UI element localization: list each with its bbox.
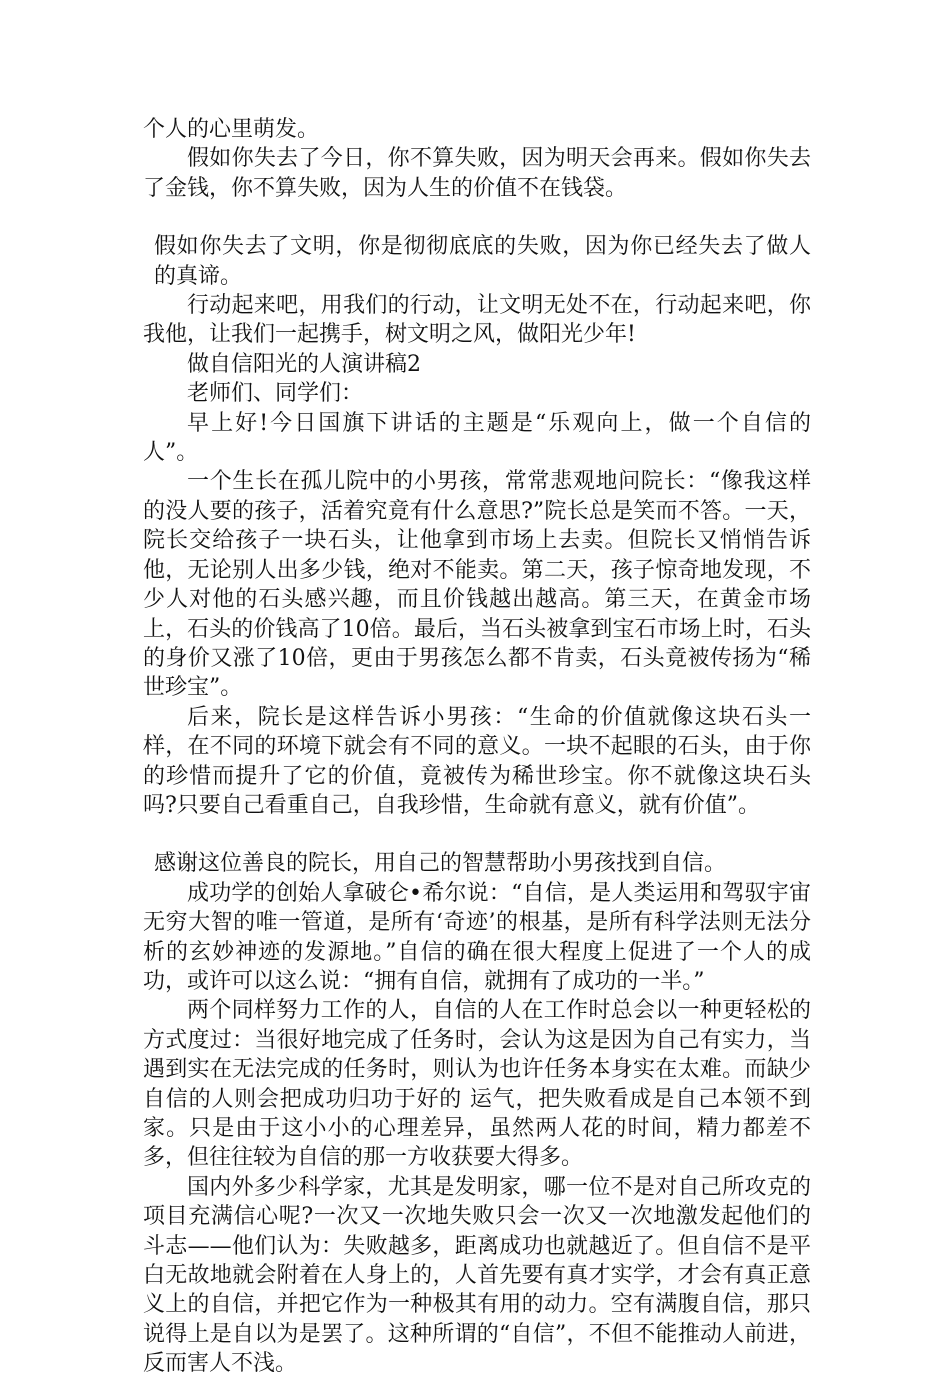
paragraph-continuation: 个人的心里萌发。 bbox=[143, 117, 320, 142]
paragraph-take-action: 行动起来吧，用我们的行动，让文明无处不在，行动起来吧，你我他，让我们一起携手，树文明之风，做阳光少年! bbox=[143, 293, 811, 348]
paragraph-civility-loss: 假如你失去了文明，你是彻彻底底的失败，因为你已经失去了做人的真谛。 bbox=[154, 234, 811, 289]
blank-line bbox=[143, 820, 811, 849]
paragraph-napoleon-hill-quote: 成功学的创始人拿破仑•希尔说：“自信，是人类运用和驾驭宇宙无穷大智的唯一管道，是所有‘奇迹’的根基，是所有科学法则无法分析的玄妙神迹的发源地。”自信的确在很大程度上促进了一个人的成功，或许可以这么说：“拥有自信，就拥有了成功的一半。” bbox=[143, 880, 811, 994]
paragraph-scientists: 国内外多少科学家，尤其是发明家，哪一位不是对自己所攻克的项目充满信心呢?一次又一次地失败只会一次又一次地激发起他们的斗志——他们认为：失败越多，距离成功也就越近了。但自信不是平白无故地就会附着在人身上的，人首先要有真才实学，才会有真正意义上的自信，并把它作为一种极其有用的动力。空有满腹自信，那只说得上是自以为是罢了。这种所谓的“自信”，不但不能推动人前进，反而害人不浅。 bbox=[143, 1174, 811, 1377]
paragraph-today-money: 假如你失去了今日，你不算失败，因为明天会再来。假如你失去了金钱，你不算失败，因为人生的价值不在钱袋。 bbox=[143, 146, 811, 201]
paragraph-orphan-story: 一个生长在孤儿院中的小男孩，常常悲观地问院长：“像我这样的没人要的孩子，活着究竟有什么意思?”院长总是笑而不答。一天，院长交给孩子一块石头，让他拿到市场上去卖。但院长又悄悄告诉他，无论别人出多少钱，绝对不能卖。第二天，孩子惊奇地发现，不少人对他的石头感兴趣，而且价钱越出越高。第三天，在黄金市场上，石头的价钱高了10倍。最后，当石头被拿到宝石市场上时，石头的身价又涨了10倍，更由于男孩怎么都不肯卖，石头竟被传扬为“稀世珍宝”。 bbox=[143, 469, 811, 701]
salutation: 老师们、同学们： bbox=[187, 381, 364, 407]
paragraph-two-workers: 两个同样努力工作的人，自信的人在工作时总会以一种更轻松的方式度过：当很好地完成了任务时，会认为这是因为自己有实力，当遇到实在无法完成的任务时，则认为也许任务本身实在太难。而缺少自信的人则会把成功归功于好的 运气，把失败看成是自己本领不到家。只是由于这小小的心理差异，虽然两人花的时间，精力都差不多，但往往较为自信的那一方收获要大得多。 bbox=[143, 998, 811, 1171]
document-body bbox=[143, 115, 811, 1379]
blank-line bbox=[143, 203, 811, 232]
paragraph-director-lesson: 后来，院长是这样告诉小男孩：“生命的价值就像这块石头一样，在不同的环境下就会有不同的意义。一块不起眼的石头，由于你的珍惜而提升了它的价值，竟被传为稀世珍宝。你不就像这块石头吗?只要自己看重自己，自我珍惜，生命就有意义，就有价值”。 bbox=[143, 704, 811, 818]
paragraph-thanks-director: 感谢这位善良的院长，用自己的智慧帮助小男孩找到自信。 bbox=[154, 851, 727, 877]
speech-title: 做自信阳光的人演讲稿2 bbox=[187, 351, 421, 377]
paragraph-greeting-topic: 早上好!今日国旗下讲话的主题是“乐观向上，做一个自信的人”。 bbox=[143, 410, 811, 466]
